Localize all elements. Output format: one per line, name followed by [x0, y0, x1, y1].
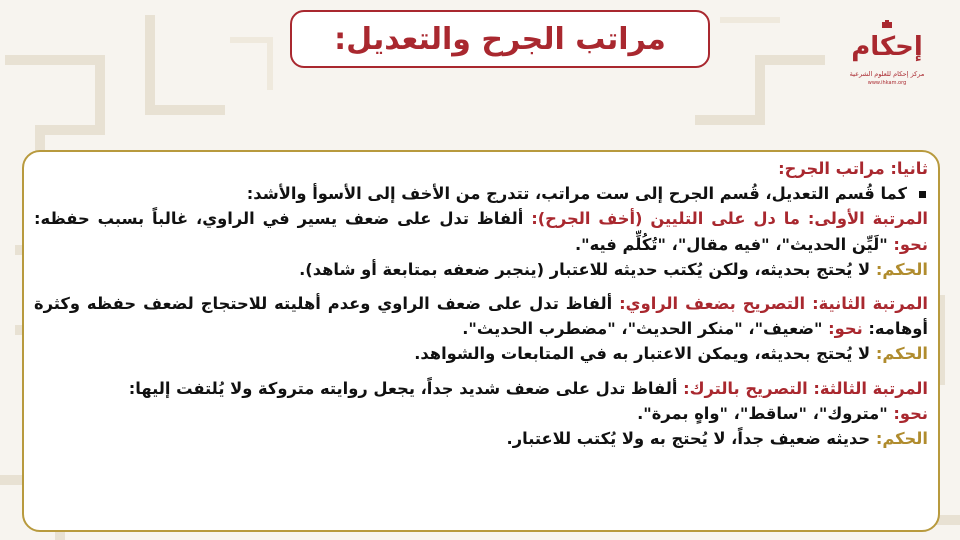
rank3-example-line: [34, 401, 928, 426]
bullet-square-icon: [919, 191, 926, 198]
content-body: [34, 156, 928, 451]
logo-ornament-icon: [842, 20, 932, 30]
content-box: [22, 150, 940, 532]
logo-wordmark: إحكام: [851, 32, 923, 62]
rank2-example: "ضعيف"، "منكر الحديث"، "مضطرب الحديث".: [462, 319, 829, 339]
title-box: [290, 10, 710, 68]
rank1-example: "لَيِّن الحديث"، "فيه مقال"، "تُكُلِّم فيه".: [574, 234, 894, 254]
rank3-ruling-text: حديثه ضعيف جداً، لا يُحتج به ولا يُكتب للاعتبار.: [506, 429, 876, 449]
rank2-ruling-label: الحكم:: [875, 344, 928, 364]
rank2-desc: ألفاظ تدل على ضعف الراوي وعدم أهليته للاحتجاج لضعف حفظه وكثرة أوهامه:: [34, 294, 928, 339]
rank3-example-label: نحو:: [893, 403, 928, 423]
rank2-ruling-text: لا يُحتج بحديثه، ويمكن الاعتبار به في المتابعات والشواهد.: [414, 344, 876, 364]
rank2-example-label: نحو:: [828, 319, 863, 339]
rank1-ruling: [34, 257, 928, 282]
rank3-heading: المرتبة الثالثة: التصريح بالترك:: [683, 378, 928, 398]
logo-subtitle: مركز إحكام للعلوم الشرعية: [849, 70, 925, 78]
rank3-ruling: [34, 426, 928, 451]
rank3-ruling-label: الحكم:: [875, 429, 928, 449]
intro-line: [34, 181, 928, 206]
page-title: مراتب الجرح والتعديل:: [334, 21, 666, 57]
rank2-paragraph: [34, 291, 928, 341]
rank2-ruling: [34, 341, 928, 366]
logo-tagline: www.ihkam.org: [867, 80, 907, 86]
logo: [842, 28, 932, 90]
rank3-desc: ألفاظ تدل على ضعف شديد جداً، يجعل روايته متروكة ولا يُلتفت إليها:: [128, 378, 684, 398]
rank1-ruling-label: الحكم:: [875, 259, 928, 279]
rank3-paragraph: [34, 376, 928, 401]
intro-text: كما قُسم التعديل، قُسم الجرح إلى ست مراتب، تتدرج من الأخف إلى الأسوأ والأشد:: [246, 184, 907, 204]
section-heading: ثانيا: مراتب الجرح:: [778, 159, 928, 178]
rank1-example-label: نحو:: [893, 234, 928, 254]
rank1-desc: ألفاظ تدل على ضعف يسير في الراوي، غالباً بسبب حفظه:: [34, 209, 532, 229]
rank1-ruling-text: لا يُحتج بحديثه، ولكن يُكتب حديثه للاعتبار (ينجبر ضعفه بمتابعة أو شاهد).: [299, 259, 876, 279]
rank1-paragraph: [34, 206, 928, 256]
rank1-heading: المرتبة الأولى: ما دل على التليين (أخف الجرح):: [531, 209, 929, 229]
rank3-example: "متروك"، "ساقط"، "واهٍ بمرة".: [637, 403, 894, 423]
rank2-heading: المرتبة الثانية: التصريح بضعف الراوي:: [619, 294, 928, 314]
